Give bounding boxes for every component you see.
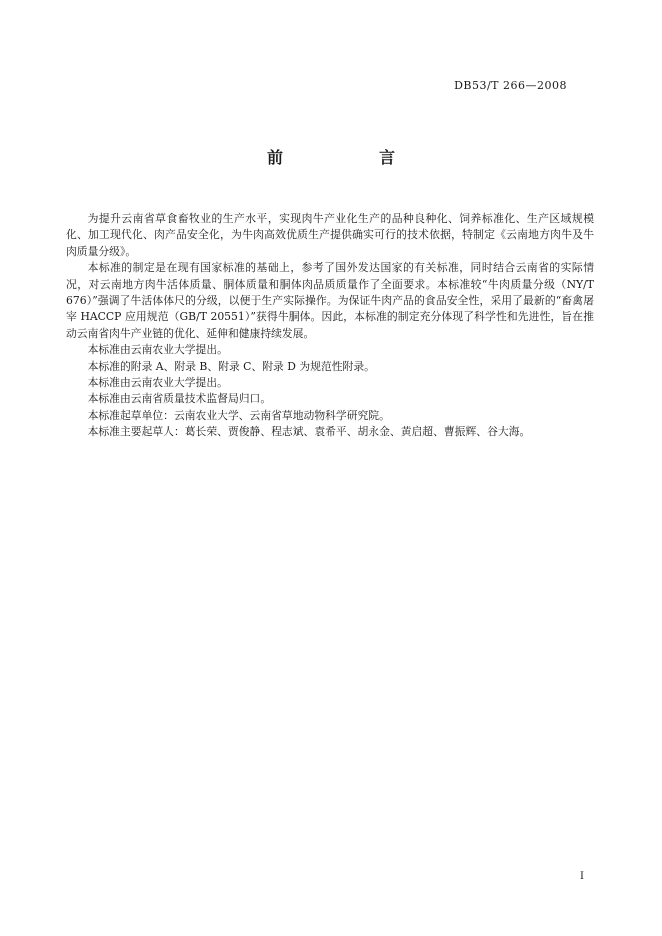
paragraph-purpose: 为提升云南省草食畜牧业的生产水平，实现肉牛产业化生产的品种良种化、饲养标准化、生产区域规模化、加工现代化、肉产品安全化，为牛肉高效优质生产提供确实可行的技术依据，特制定《云南地方肉牛及牛肉质量分级》。 [66, 212, 594, 258]
page-title: 前 言 [266, 148, 435, 167]
foreword-body [66, 211, 594, 441]
paragraph-drafters: 本标准主要起草人：葛长荣、贾俊静、程志斌、袁希平、胡永金、黄启超、曹振辉、谷大海。 [87, 425, 531, 439]
paragraph-basis: 本标准的制定是在现有国家标准的基础上，参考了国外发达国家的有关标准，同时结合云南省的实际情况，对云南地方肉牛活体质量、胴体质量和胴体肉品质质量作了全面要求。本标准较“牛肉质量分级（NY/T 676）”强调了牛活体体尺的分级，以便于生产实际操作。为保证牛肉产品的食品安全性，采用了最新的“畜禽屠宰 HACCP 应用规范（GB/T 20551）”获得牛胴体。因此，本标准的制定充分体现了科学性和先进性，旨在推动云南省肉牛产业链的优化、延伸和健康持续发展。 [66, 261, 594, 340]
paragraph-proposer-repeat: 本标准由云南农业大学提出。 [87, 376, 228, 390]
paragraph-appendices: 本标准的附录 A、附录 B、附录 C、附录 D 为规范性附录。 [87, 359, 375, 373]
paragraph-drafting-units: 本标准起草单位：云南农业大学、云南省草地动物科学研究院。 [87, 408, 390, 422]
page-number: I [580, 871, 584, 882]
paragraph-administration: 本标准由云南省质量技术监督局归口。 [87, 392, 272, 406]
paragraph-proposer: 本标准由云南农业大学提出。 [87, 343, 228, 357]
document-code: DB53/T 266—2008 [454, 79, 567, 92]
